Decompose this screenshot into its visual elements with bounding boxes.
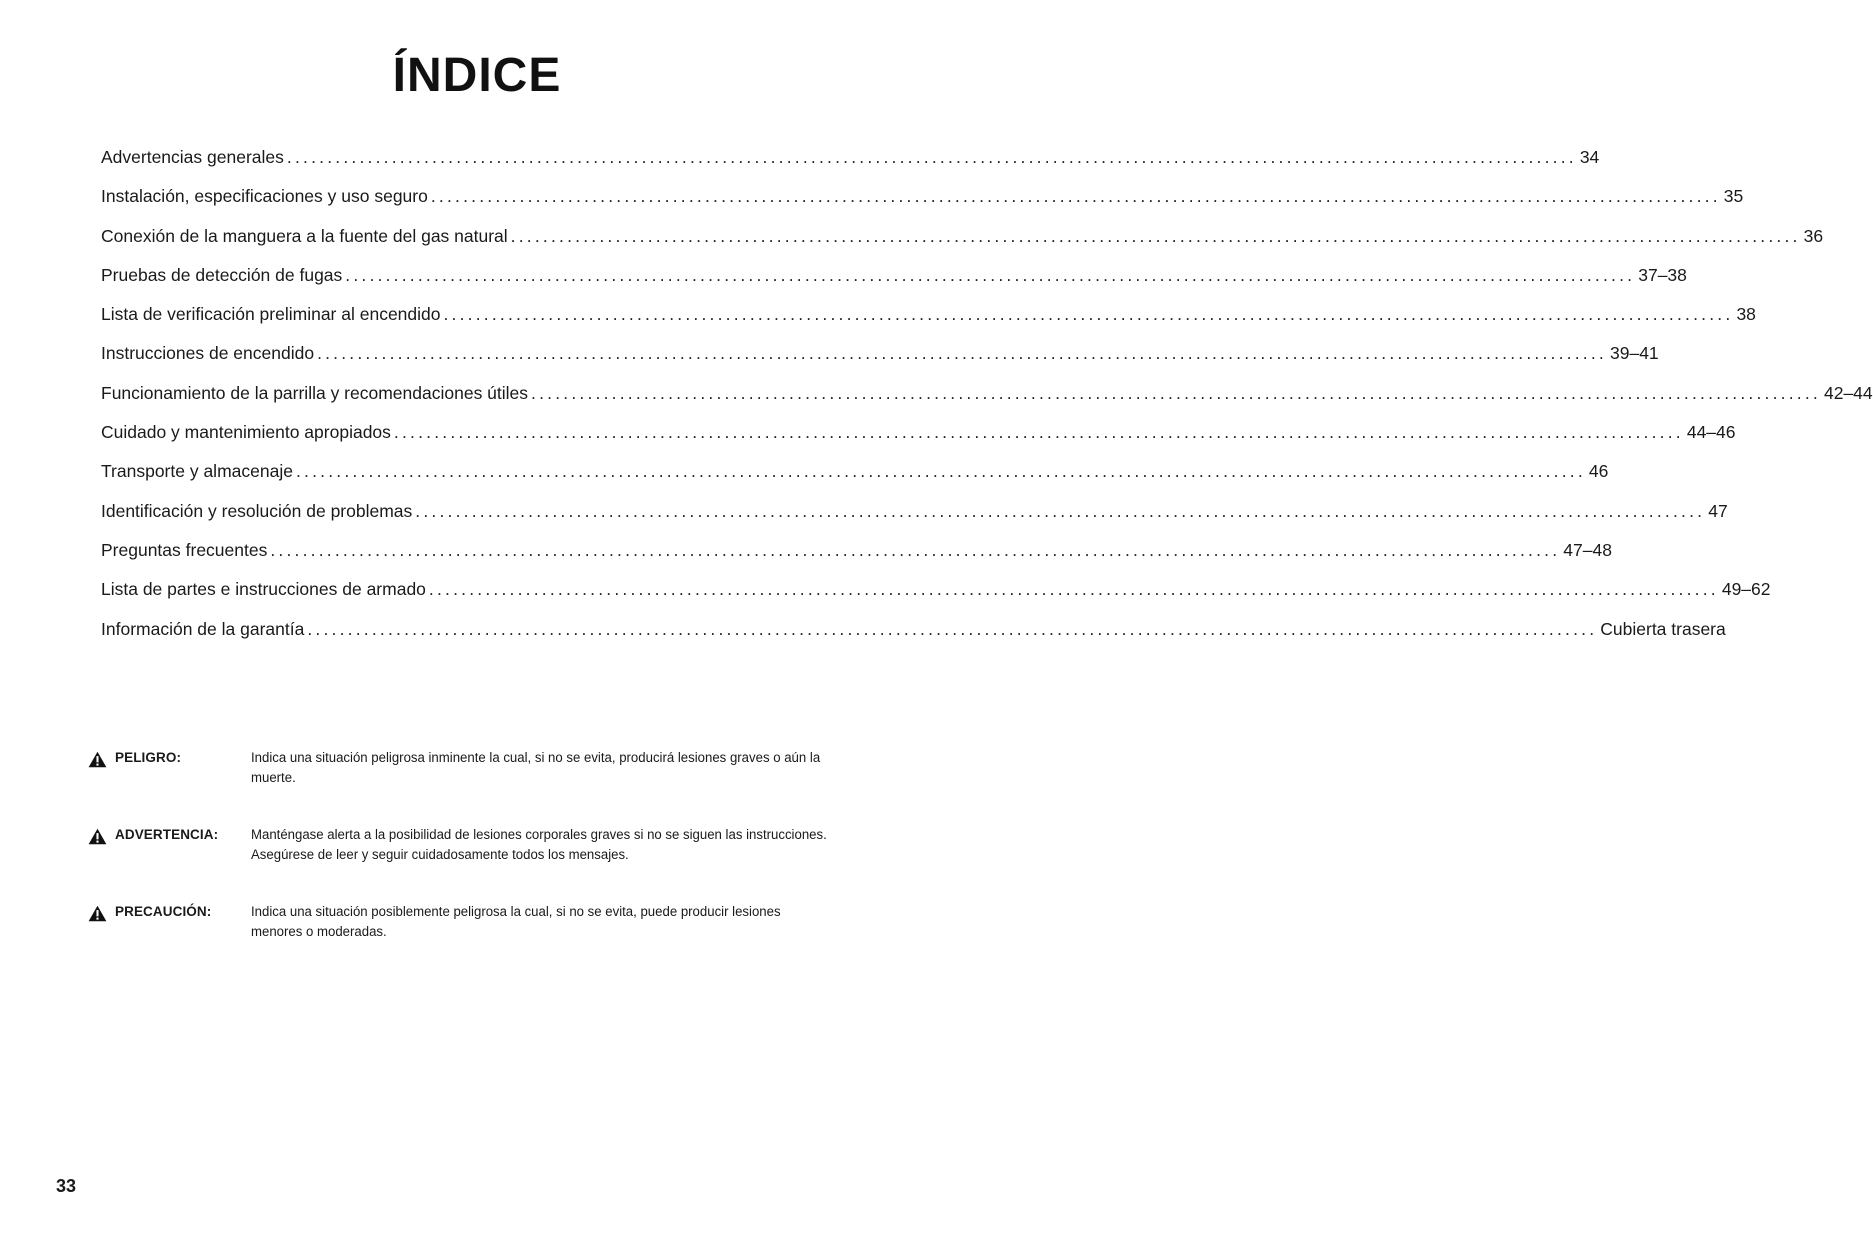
dot-leader: ................................................................................................................................................................	[430, 186, 1721, 207]
notice-term: ADVERTENCIA:	[115, 827, 219, 842]
toc-entry-page: 44–46	[1686, 422, 1736, 443]
toc-entry-label: Conexión de la manguera a la fuente del gas natural	[101, 225, 508, 246]
notice-description: Indica una situación posiblemente peligrosa la cual, si no se evita, puede producir lesiones menores o moderadas.	[251, 904, 781, 940]
toc-entry-label: Preguntas frecuentes	[101, 539, 268, 560]
dot-leader: ................................................................................................................................................................	[317, 343, 1607, 364]
toc-entry	[101, 536, 1612, 575]
toc-entry-label: Instalación, especificaciones y uso seguro	[101, 186, 428, 207]
notice-warning	[86, 825, 846, 902]
toc-entry-label: Instrucciones de encendido	[101, 343, 315, 364]
toc-entry-label: Pruebas de detección de fugas	[101, 264, 343, 285]
notice-term: PRECAUCIÓN:	[115, 904, 212, 919]
toc-entry-page: 42–44	[1823, 382, 1873, 403]
notice-caution	[86, 902, 846, 979]
dot-leader: ................................................................................................................................................................	[415, 500, 1706, 521]
toc-entry-label: Transporte y almacenaje	[101, 461, 293, 482]
dot-leader: ................................................................................................................................................................	[531, 382, 1821, 403]
toc-entry-page: 34	[1579, 147, 1600, 167]
toc-entry-label: Funcionamiento de la parrilla y recomendaciones útiles	[101, 382, 529, 403]
toc-entry-page: 47–48	[1563, 539, 1612, 560]
safety-notices	[86, 748, 846, 979]
dot-leader: ................................................................................................................................................................	[428, 579, 1719, 600]
toc-entry-label: Cuidado y mantenimiento apropiados	[101, 422, 391, 443]
toc-entry-page: 47	[1708, 500, 1728, 521]
toc-entry	[101, 615, 1726, 654]
toc-entry	[101, 182, 1744, 221]
dot-leader: ................................................................................................................................................................	[307, 618, 1598, 639]
toc-entry	[101, 300, 1756, 339]
toc-entry	[101, 497, 1728, 536]
toc-entry	[101, 418, 1736, 457]
toc-entry-label: Lista de partes e instrucciones de armado	[101, 579, 426, 600]
toc-entry-label: Lista de verificación preliminar al encendido	[101, 304, 441, 325]
dot-leader: ................................................................................................................................................................	[443, 304, 1734, 325]
warning-triangle-icon	[88, 828, 107, 845]
toc-entry-page: 39–41	[1610, 343, 1659, 364]
toc-entry	[101, 143, 1600, 182]
toc-entry-page: 38	[1736, 304, 1756, 325]
warning-triangle-icon	[88, 905, 107, 922]
dot-leader: ................................................................................................................................................................	[393, 422, 1684, 443]
toc-entry-page: 37–38	[1638, 264, 1687, 285]
toc-entry-page: 46	[1588, 461, 1609, 482]
warning-triangle-icon	[88, 751, 107, 768]
notice-description: Manténgase alerta a la posibilidad de lesiones corporales graves si no se siguen las instrucciones. Asegúrese de leer y seguir cuidadosamente todos los mensajes.	[251, 827, 827, 863]
dot-leader: ................................................................................................................................................................	[270, 539, 1561, 560]
notice-danger	[86, 748, 846, 825]
toc-entry	[101, 339, 1659, 378]
toc-entry-label: Advertencias generales	[101, 147, 284, 167]
toc-entry-page: 36	[1803, 225, 1824, 246]
toc-entry	[101, 457, 1609, 496]
toc-entry-page: 49–62	[1721, 579, 1771, 600]
dot-leader: ................................................................................................................................................................	[295, 461, 1586, 482]
toc-entry-label: Información de la garantía	[101, 618, 305, 639]
toc-entry-label: Identificación y resolución de problemas	[101, 500, 413, 521]
toc-entry	[101, 222, 1824, 261]
dot-leader: ................................................................................................................................................................	[345, 264, 1636, 285]
page-number: 33	[56, 1176, 77, 1196]
toc-entry-page: 35	[1723, 186, 1744, 207]
page-title: ÍNDICE	[392, 49, 562, 102]
toc-entry	[101, 379, 1873, 418]
toc-entry	[101, 261, 1687, 300]
notice-term: PELIGRO:	[115, 750, 182, 765]
dot-leader: ................................................................................................................................................................	[286, 147, 1577, 167]
toc-entry-page: Cubierta trasera	[1600, 618, 1726, 639]
table-of-contents	[101, 143, 1873, 654]
toc-entry	[101, 575, 1771, 614]
dot-leader: ................................................................................................................................................................	[510, 225, 1801, 246]
notice-description: Indica una situación peligrosa inminente la cual, si no se evita, producirá lesiones graves o aún la muerte.	[251, 750, 821, 786]
